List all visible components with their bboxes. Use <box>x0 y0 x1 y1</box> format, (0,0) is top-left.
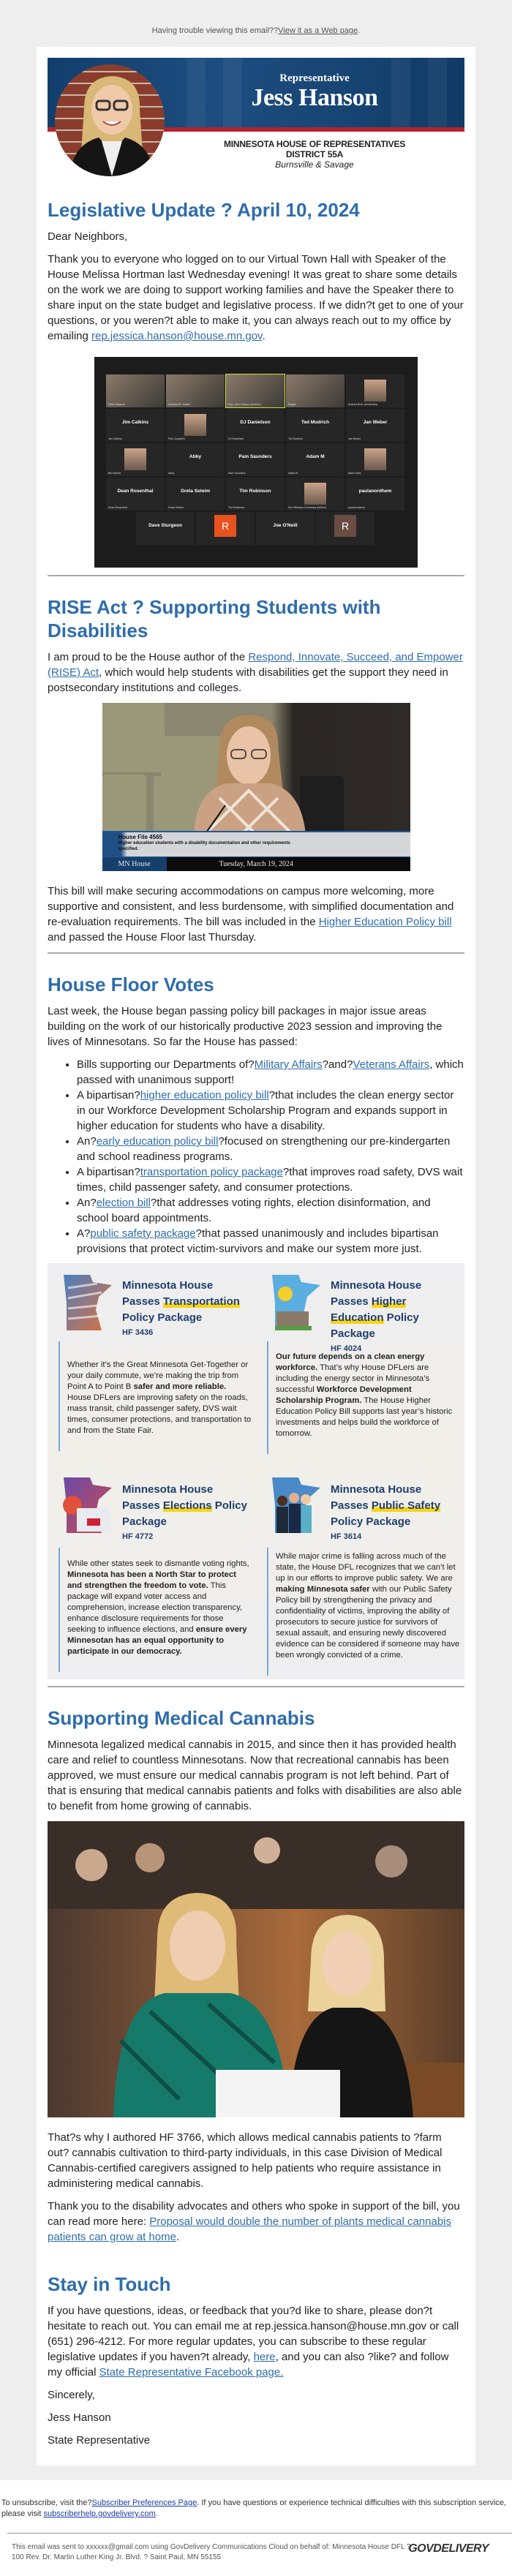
text-segment: Minnesota House Passes <box>122 1483 214 1512</box>
zoom-participant-tile <box>286 478 345 511</box>
divider <box>48 952 464 954</box>
representative-name: Jess Hanson <box>251 84 378 111</box>
participant-label: Ted Modrich <box>288 437 303 440</box>
passed-bill-item <box>77 1195 464 1226</box>
text-segment: An? <box>77 1197 97 1209</box>
participant-label: Andrew Brox (he/him/his) <box>348 403 378 406</box>
text-segment: To unsubscribe, visit the? <box>1 2498 92 2507</box>
policy-title <box>122 1278 254 1339</box>
text-segment: A? <box>77 1227 91 1240</box>
participant-label: Tim Robinson <box>228 506 245 509</box>
govdelivery-logo: GOVDELIVERY <box>408 2542 489 2555</box>
participant-label: Jan Weber <box>348 437 361 440</box>
inline-link[interactable]: Higher Education Policy bill <box>318 916 452 928</box>
inline-link[interactable]: Respond, Innovate, Succeed, and Empower (RISE) Act <box>48 651 463 679</box>
newsletter-header <box>48 58 464 184</box>
highlighted-text: Transportation <box>162 1295 240 1308</box>
text-segment: This package will expand voter access and comprehension, increase election transparency, enhance disclosure requirements for those seeking to influence elections, and <box>67 1581 243 1634</box>
text-segment: House DFLers are improving safety on the roads, mass transit, child passenger safety, DVS wait times, consumer protections, and transportation to and from the State Fair. <box>67 1393 252 1435</box>
zoom-participant-tile <box>106 374 165 407</box>
org-name: MINNESOTA HOUSE OF REPRESENTATIVES <box>223 139 406 149</box>
bill-number: HF 3436 <box>122 1328 154 1337</box>
participant-name: Joe O'Neill <box>273 523 298 528</box>
policy-title <box>122 1482 254 1543</box>
text-segment: . <box>262 330 266 342</box>
participant-label: Dean Rosenthal <box>108 506 127 509</box>
email-card <box>37 47 475 2466</box>
contact-body <box>48 2303 464 2380</box>
participant-name: Greta Soleim <box>180 489 211 494</box>
cannabis-body: That?s why I authored HF 3766, which allows medical cannabis patients to ?farm out? cannabis cultivation to third-party individuals, in this case Division of Medical Cannabis-certified caregivers assigned to help patients who require assistance in administering medical cannabis. <box>48 2131 443 2190</box>
inline-link[interactable]: subscriberhelp.govdelivery.com <box>43 2509 156 2518</box>
participant-name: DJ Danielson <box>240 420 271 425</box>
policy-card <box>256 1263 464 1466</box>
zoom-participant-tile <box>106 409 165 442</box>
text-segment: , which would help students with disabilities get the support they need in postsecondary institutions and colleges. <box>48 666 448 694</box>
representative-photo <box>55 64 165 176</box>
signature-role: State Representative <box>48 2434 151 2447</box>
text-segment: and passed the House Floor last Thursday. <box>48 931 257 944</box>
zoom-participant-tile <box>346 374 404 407</box>
zoom-participant-tile <box>166 478 225 511</box>
policy-description <box>267 1341 460 1454</box>
zoom-participant-tile <box>226 409 285 442</box>
zoom-participant-tile <box>286 409 345 442</box>
inline-link[interactable]: election bill <box>96 1197 151 1209</box>
participant-photo <box>184 414 206 436</box>
participant-label: paulanordhem <box>348 506 365 509</box>
text-segment: ?focused on strengthening our pre-kindergarten and school readiness programs. <box>77 1135 451 1163</box>
inline-link[interactable]: public safety package <box>90 1227 196 1240</box>
district: DISTRICT 55A <box>285 149 344 159</box>
cannabis-intro: Minnesota legalized medical cannabis in 2015, and since then it has provided health care and relief to countless Minnesotans. Now that recreational cannabis has been approved, we must ensure our medical cannabis program is not left behind. Part of that is ensuring that medical cannabis patients and folks with disabilities are also able to benefit from home growing of cannabis. <box>48 1739 462 1812</box>
legislative-update-heading: Legislative Update ? April 10, 2024 <box>48 199 360 221</box>
participant-label: Don Rideaux-Crenshaw (he/him) <box>288 506 327 509</box>
bold-text: making Minnesota safer <box>276 1585 370 1594</box>
inline-link[interactable]: Veterans Affairs <box>353 1058 430 1071</box>
text-segment: While other states seek to dismantle voting rights, <box>67 1559 249 1568</box>
inline-link[interactable]: Proposal would double the number of plants medical cannabis patients can grow at home <box>48 2215 452 2243</box>
participant-avatar: R <box>334 515 356 537</box>
bill-number: HF 3614 <box>331 1532 362 1541</box>
trouble-text: Having trouble viewing this email?? <box>151 26 279 35</box>
participant-photo <box>364 380 386 402</box>
highlighted-text: Public Safety <box>371 1499 441 1512</box>
participant-label: Rep. Jess Hanson (she/her) <box>228 403 261 406</box>
minnesota-campus-icon <box>269 1273 322 1332</box>
view-web-page-link[interactable]: View it as a Web page <box>278 26 358 35</box>
text-segment: , and you can also ?like? and follow my official <box>48 2351 449 2379</box>
cannabis-heading: Supporting Medical Cannabis <box>48 1707 315 1729</box>
zoom-participant-tile <box>166 374 225 407</box>
policy-description <box>59 1548 252 1672</box>
participant-name: Jan Weber <box>363 420 388 425</box>
participant-label: Greta Soleim <box>168 506 184 509</box>
participant-label: Rob Coughlen <box>168 437 185 440</box>
text-segment: Minnesota House Passes <box>331 1279 422 1308</box>
text-segment: An? <box>77 1135 97 1148</box>
participant-label: Pam Saunders <box>228 472 246 475</box>
hearing-date: Tuesday, March 19, 2024 <box>219 860 293 868</box>
inline-link[interactable]: transportation policy package <box>140 1166 283 1178</box>
unsubscribe-notice <box>0 2480 512 2533</box>
participant-avatar: R <box>214 515 236 537</box>
floor-votes-heading: House Floor Votes <box>48 973 214 995</box>
inline-link[interactable]: rep.jessica.hanson@house.mn.gov <box>91 330 263 342</box>
cannabis-thanks <box>48 2199 464 2245</box>
zoom-participant-grid <box>106 374 404 511</box>
highlighted-text: Elections <box>162 1499 212 1512</box>
inline-link[interactable]: Military Affairs <box>254 1058 323 1071</box>
stay-in-touch-heading: Stay in Touch <box>48 2273 171 2295</box>
participant-name: Dean Rosenthal <box>117 489 154 494</box>
zoom-participant-tile <box>106 478 165 511</box>
text-segment: A bipartisan? <box>77 1166 140 1178</box>
zoom-participant-tile <box>346 443 404 476</box>
policy-infographic <box>48 1263 464 1679</box>
participant-photo <box>304 483 326 505</box>
text-segment: Whether it’s the Great Minnesota Get-Together or your daily commute, we’re making the trip from Point A to Point B <box>67 1360 249 1391</box>
view-online-bar <box>0 0 512 47</box>
intro-paragraph <box>48 252 464 344</box>
greeting: Dear Neighbors, <box>48 230 128 243</box>
text-segment: This bill will make securing accommodations on campus more welcoming, more supportive and consistent, and less burdensome, with simplified documentation and re-evaluation requirements. The bill was included in the <box>48 885 454 928</box>
zoom-participant-tile <box>286 374 345 407</box>
text-segment: A bipartisan? <box>77 1089 140 1101</box>
participant-label: Kathy Magnus <box>108 403 125 406</box>
text-segment: ?and? <box>322 1058 353 1071</box>
sender-info <box>0 2534 512 2572</box>
policy-card <box>48 1263 256 1466</box>
zoom-participant-tile <box>316 512 374 545</box>
bold-text: Our future depends on a clean energy workforce. <box>276 1352 425 1372</box>
participant-name: paulanordhem <box>358 489 392 494</box>
text-segment: . <box>176 2231 180 2243</box>
town-hall-zoom-screenshot <box>94 357 418 568</box>
text-segment: Thank you to the disability advocates and others who spoke in support of the bill, you can read more here: <box>48 2200 460 2228</box>
bill-number: HF 4024 <box>331 1344 362 1353</box>
participant-name: Abby <box>189 454 202 459</box>
passed-bill-item <box>77 1164 464 1195</box>
participant-photo <box>364 448 386 470</box>
participant-name: Dave Sturgeon <box>148 523 182 528</box>
text-segment: . If you have questions or experience technical difficulties with this subscription service, please visit <box>1 2498 507 2518</box>
participant-label: Megan <box>288 403 296 406</box>
participant-label: Jim Calkins <box>108 437 122 440</box>
rise-act-heading: RISE Act ? Supporting Students with Disabilities <box>48 596 381 641</box>
participant-label: Scotland R. Kraker <box>168 403 191 406</box>
cannabis-hearing-photo <box>48 1821 464 2117</box>
bold-text: Minnesota has been a North Star to protect and strengthen the freedom to vote. <box>67 1570 236 1590</box>
zoom-participant-tile <box>136 512 195 545</box>
text-segment: I am proud to be the House author of the <box>48 651 249 663</box>
text-segment: If you have questions, ideas, or feedback that you?d like to share, please don?t hesitate to reach out. You can email me at rep.jessica.hanson@house.mn.gov or call (651) 296-4212. For more regular updates, you can subscribe to these regular legislative updates if you haven?t already, <box>48 2305 459 2363</box>
rise-intro <box>48 649 464 696</box>
minnesota-first-responders-icon <box>269 1476 322 1534</box>
video-lower-third <box>102 856 410 871</box>
zoom-participant-tile <box>346 478 404 511</box>
text-segment: That’s why House DFLers are including the energy sector in Minnesota’s successful <box>276 1363 430 1394</box>
text-segment: The House Higher Education Policy Bill supports last year’s historic investments and helps build the workforce of tomorrow. <box>276 1396 453 1438</box>
policy-card <box>256 1466 464 1679</box>
text-segment: While major crime is falling across much of the state, the House DFL recognizes that we can’t let up in our efforts to improve public safety. We are <box>276 1552 456 1583</box>
text-segment: with our Public Safety Policy bill by strengthening the privacy and confidentiality of victims, improving the ability of prosecutors to secure justice for survivors of sexual assault, and ensuring newly discovered evidence can be considered if someone may have been wrongly convicted of a crime. <box>276 1585 460 1660</box>
header-subtitle <box>165 139 464 170</box>
text-segment: Policy Package <box>331 1311 419 1340</box>
cities: Burnsville & Savage <box>275 159 354 170</box>
zoom-participant-tile <box>166 443 225 476</box>
bill-number: HF 4772 <box>122 1532 154 1541</box>
participant-label: DJ Danielson <box>228 437 244 440</box>
bill-description: Higher education students with a disability documentation and other requirements specified. <box>118 841 290 851</box>
minnesota-ballot-box-icon <box>61 1476 113 1534</box>
rise-body <box>48 884 464 945</box>
participant-label: Adam M <box>288 472 298 475</box>
participant-name: Ted Modrich <box>301 420 330 425</box>
inline-link[interactable]: Subscriber Preferences Page <box>91 2498 197 2507</box>
participant-label: Mark Dube <box>348 472 361 475</box>
text-segment: ?that passed unanimously and includes bipartisan provisions that protect victim-survivors and make our system more just. <box>77 1227 439 1255</box>
text-segment: Policy Package <box>331 1515 411 1528</box>
zoom-participant-tile <box>226 478 285 511</box>
video-chyron <box>102 831 410 856</box>
closing: Sincerely, <box>48 2389 95 2401</box>
zoom-participant-tile <box>166 409 225 442</box>
policy-description <box>59 1341 252 1451</box>
trouble-end: . <box>358 26 361 35</box>
zoom-participant-tile <box>226 374 285 407</box>
bold-text: ensure every Minnesotan has an equal opportunity to participate in our democracy. <box>67 1625 247 1656</box>
participant-label: Abby <box>168 472 175 475</box>
inline-link[interactable]: early education policy bill <box>96 1135 219 1148</box>
text-segment: , which passed with unanimous support! <box>77 1058 464 1086</box>
bold-text: Workforce Development Scholarship Program. <box>276 1385 412 1405</box>
title-small: Representative <box>279 72 350 84</box>
participant-name: Tim Robinson <box>239 489 271 494</box>
inline-link[interactable]: State Representative Facebook page. <box>99 2366 284 2379</box>
text-segment: Minnesota House Passes <box>122 1279 214 1308</box>
text-segment: ?that improves road safety, DVS wait times, child passenger safety, and consumer protections. <box>77 1166 463 1194</box>
bill-number: House File 4565 <box>118 834 162 840</box>
passed-bill-item <box>77 1088 464 1134</box>
committee-hearing-photo <box>102 703 410 871</box>
participant-name: Adam M <box>306 454 325 459</box>
policy-title <box>331 1482 462 1543</box>
zoom-participant-tile <box>226 443 285 476</box>
highlighted-text: Higher Education <box>331 1295 407 1324</box>
minnesota-transportation-icon <box>61 1273 113 1332</box>
zoom-participant-tile <box>286 443 345 476</box>
participant-photo <box>124 448 146 470</box>
passed-bills-list <box>48 1057 464 1257</box>
zoom-participant-tile <box>106 443 165 476</box>
text-segment: Thank you to everyone who logged on to our Virtual Town Hall with Speaker of the House Melissa Hortman last Wednesday evening! It was great to share some details on the work we are doing to support working families and have the Speaker there to share input on the state budget and legislative process. If we didn?t get to one of your questions, or you weren?t able to make it, you can always reach out to my office by emailing <box>48 253 464 342</box>
divider <box>48 575 464 576</box>
participant-name: Jim Calkins <box>121 420 149 425</box>
text-segment: . <box>155 2509 158 2518</box>
passed-bill-item <box>77 1134 464 1164</box>
floor-intro: Last week, the House began passing policy bill packages in major issue areas building on the work of our historically productive 2023 session and improving the lives of Minnesotans. So far the House has passed: <box>48 1005 443 1048</box>
participant-name: Pam Saunders <box>238 454 272 459</box>
zoom-participant-tile <box>256 512 315 545</box>
policy-description <box>267 1548 460 1676</box>
text-segment: Policy Package <box>122 1311 203 1324</box>
bold-text: safer and more reliable. <box>133 1382 227 1391</box>
passed-bill-item <box>77 1226 464 1257</box>
participant-label: Bill Kramer <box>108 472 121 475</box>
text-segment: Policy Package <box>122 1499 247 1528</box>
text-segment: ?that includes the clean energy sector in our Workforce Development Scholarship Program and expands support in higher education for students who have a disability. <box>77 1089 454 1132</box>
text-segment: Bills supporting our Departments of? <box>77 1058 255 1071</box>
policy-card <box>48 1466 256 1679</box>
divider <box>48 1686 464 1687</box>
text-segment: ?that addresses voting rights, election disinformation, and school board appointments. <box>77 1197 431 1224</box>
inline-link[interactable]: higher education policy bill <box>140 1089 269 1101</box>
inline-link[interactable]: here <box>253 2351 276 2363</box>
text-segment: Minnesota House Passes <box>331 1483 422 1512</box>
zoom-participant-tile <box>196 512 255 545</box>
sent-to-text: This email was sent to xxxxxx@gmail.com using GovDelivery Communications Cloud on behalf of: Minnesota House DFL ? 100 Rev. Dr. Martin Luther King Jr. Blvd. ? Saint Paul, MN 55155 <box>12 2543 411 2561</box>
zoom-participant-row <box>136 512 374 545</box>
signature: Jess Hanson <box>48 2411 111 2424</box>
channel-name: MN House <box>102 857 167 871</box>
passed-bill-item <box>77 1057 464 1088</box>
zoom-participant-tile <box>346 409 404 442</box>
